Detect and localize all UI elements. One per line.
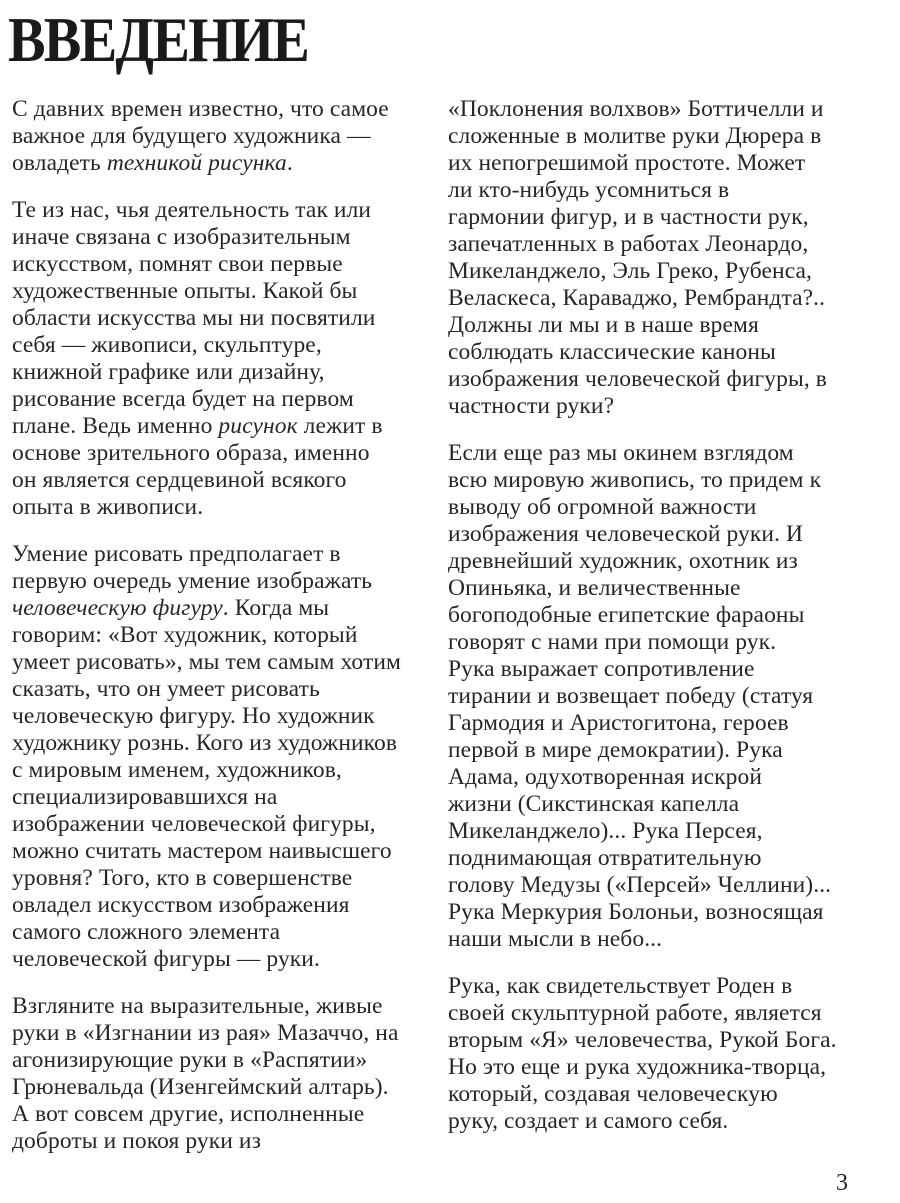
paragraph-text: С давних времен известно, что самое важное для будущего художника — овладеть bbox=[12, 96, 389, 176]
paragraph bbox=[12, 197, 416, 521]
paragraph: «Поклонения волхвов» Боттичелли и сложенные в молитве руки Дюрера в их непогрешимой простоте. Может ли кто-нибудь усомниться в гармонии фигур, и в частности рук, запечатленных в работах Леонардо, Микеланджело, Эль Греко, Рубенса, Веласкеса, Караваджо, Рембрандта?.. Должны ли мы и в наше время соблюдать классические каноны изображения человеческой фигуры, в частности руки? bbox=[448, 96, 827, 419]
paragraph bbox=[12, 541, 416, 973]
paragraph: Взгляните на выразительные, живые руки в «Изгнании из рая» Мазаччо, на агонизирующие руки в «Распятии» Грюневальда (Изенгеймский алтарь). А вот совсем другие, исполненные доброты и покоя руки из bbox=[12, 993, 399, 1154]
page-title: ВВЕДЕНИЕ bbox=[8, 4, 309, 75]
paragraph: Рука, как свидетельствует Роден в своей скульптурной работе, является вторым «Я» человечества, Рукой Бога. Но это еще и рука художника-творца, который, создавая человеческую руку, создает и самого себя. bbox=[448, 973, 837, 1134]
paragraph-text: . Когда мы говорим: «Вот художник, который умеет рисовать», мы тем самым хотим сказать, что он умеет рисовать человеческую фигуру. Но художник художнику рознь. Кого из художников с мировым именем, художников, специализировавшихся на изображении человеческой фигуры, можно считать мастером наивысшего уровня? Того, кто в совершенстве овладел искусством изображения самого сложного элемента человеческой фигуры — руки. bbox=[12, 595, 401, 972]
emphasis-text: человеческую фигуру bbox=[12, 595, 223, 621]
paragraph-text: . bbox=[286, 150, 293, 176]
emphasis-text: рисунок bbox=[218, 413, 298, 439]
paragraph-text: Те из нас, чья деятельность так или иначе связана с изобразительным искусством, помнят свои первые художественные опыты. Какой бы области искусства мы ни посвятили себя — живописи, скульптуре, книжной графике или дизайну, рисование всегда будет на первом плане. Ведь именно bbox=[12, 197, 376, 439]
left-column bbox=[12, 96, 416, 1175]
paragraph-text: Умение рисовать предполагает в первую очередь умение изображать bbox=[12, 541, 373, 594]
right-column bbox=[448, 96, 868, 1155]
emphasis-text: техникой рисунка bbox=[106, 150, 287, 176]
paragraph bbox=[12, 96, 416, 177]
paragraph-text: лежит в основе зрительного образа, именно он является сердцевиной всякого опыта в живописи. bbox=[12, 413, 383, 520]
page-number: 3 bbox=[836, 1170, 848, 1196]
paragraph: Если еще раз мы окинем взглядом всю мировую живопись, то придем к выводу об огромной важности изображения человеческой руки. И древнейший художник, охотник из Опиньяка, и величественные богоподобные египетские фараоны говорят с нами при помощи рук. Рука выражает сопротивление тирании и возвещает победу (статуя Гармодия и Аристогитона, героев первой в мире демократии). Рука Адама, одухотворенная искрой жизни (Сикстинская капелла Микеланджело)... Рука Персея, поднимающая отвратительную голову Медузы («Персей» Челлини)... Рука Меркурия Болоньи, возносящая наши мысли в небо... bbox=[448, 440, 832, 952]
